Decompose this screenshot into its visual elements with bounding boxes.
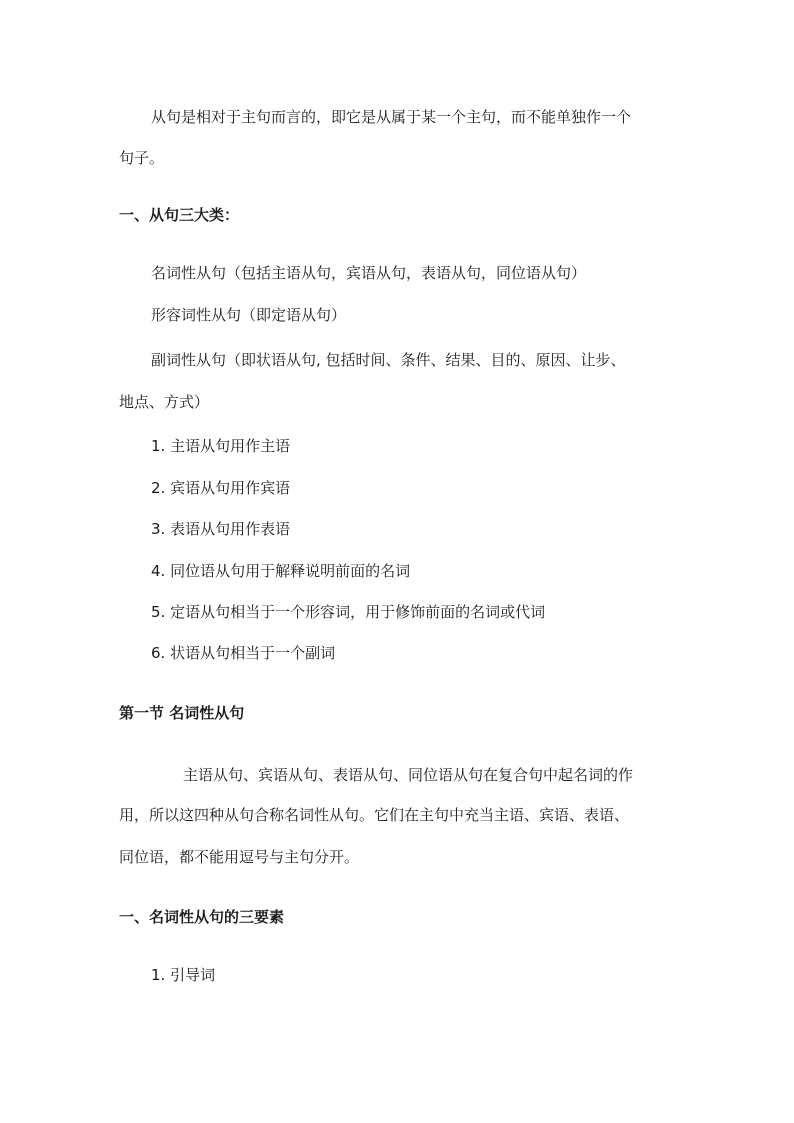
noun-clause-line: 名词性从句（包括主语从句，宾语从句，表语从句，同位语从句） [151, 264, 587, 282]
noun-clause-para-line-3: 同位语，都不能用逗号与主句分开。 [119, 848, 360, 866]
adverb-clause-line-1: 副词性从句（即状语从句, 包括时间、条件、结果、目的、原因、让步、 [151, 351, 626, 369]
list-item: 5. 定语从句相当于一个形容词，用于修饰前面的名词或代词 [151, 603, 546, 621]
section-heading-three-elements: 一、名词性从句的三要素 [119, 908, 285, 926]
list-item: 4. 同位语从句用于解释说明前面的名词 [151, 562, 411, 580]
list-item: 1. 主语从句用作主语 [151, 437, 291, 455]
noun-clause-para-line-2: 用，所以这四种从句合称名词性从句。它们在主句中充当主语、宾语、表语、 [119, 806, 630, 824]
list-item: 1. 引导词 [151, 966, 216, 984]
adjective-clause-line: 形容词性从句（即定语从句） [151, 306, 347, 324]
section-heading-clause-types: 一、从句三大类： [119, 206, 240, 224]
adverb-clause-line-2: 地点、方式） [119, 393, 210, 411]
section-heading-noun-clauses: 第一节 名词性从句 [119, 704, 245, 722]
list-item: 6. 状语从句相当于一个副词 [151, 644, 336, 662]
intro-line-2: 句子。 [119, 149, 165, 167]
list-item: 2. 宾语从句用作宾语 [151, 479, 291, 497]
noun-clause-para-line-1: 主语从句、宾语从句、表语从句、同位语从句在复合句中起名词的作 [183, 766, 634, 784]
intro-line-1: 从句是相对于主句而言的，即它是从属于某一个主句，而不能单独作一个 [151, 108, 632, 126]
list-item: 3. 表语从句用作表语 [151, 520, 291, 538]
